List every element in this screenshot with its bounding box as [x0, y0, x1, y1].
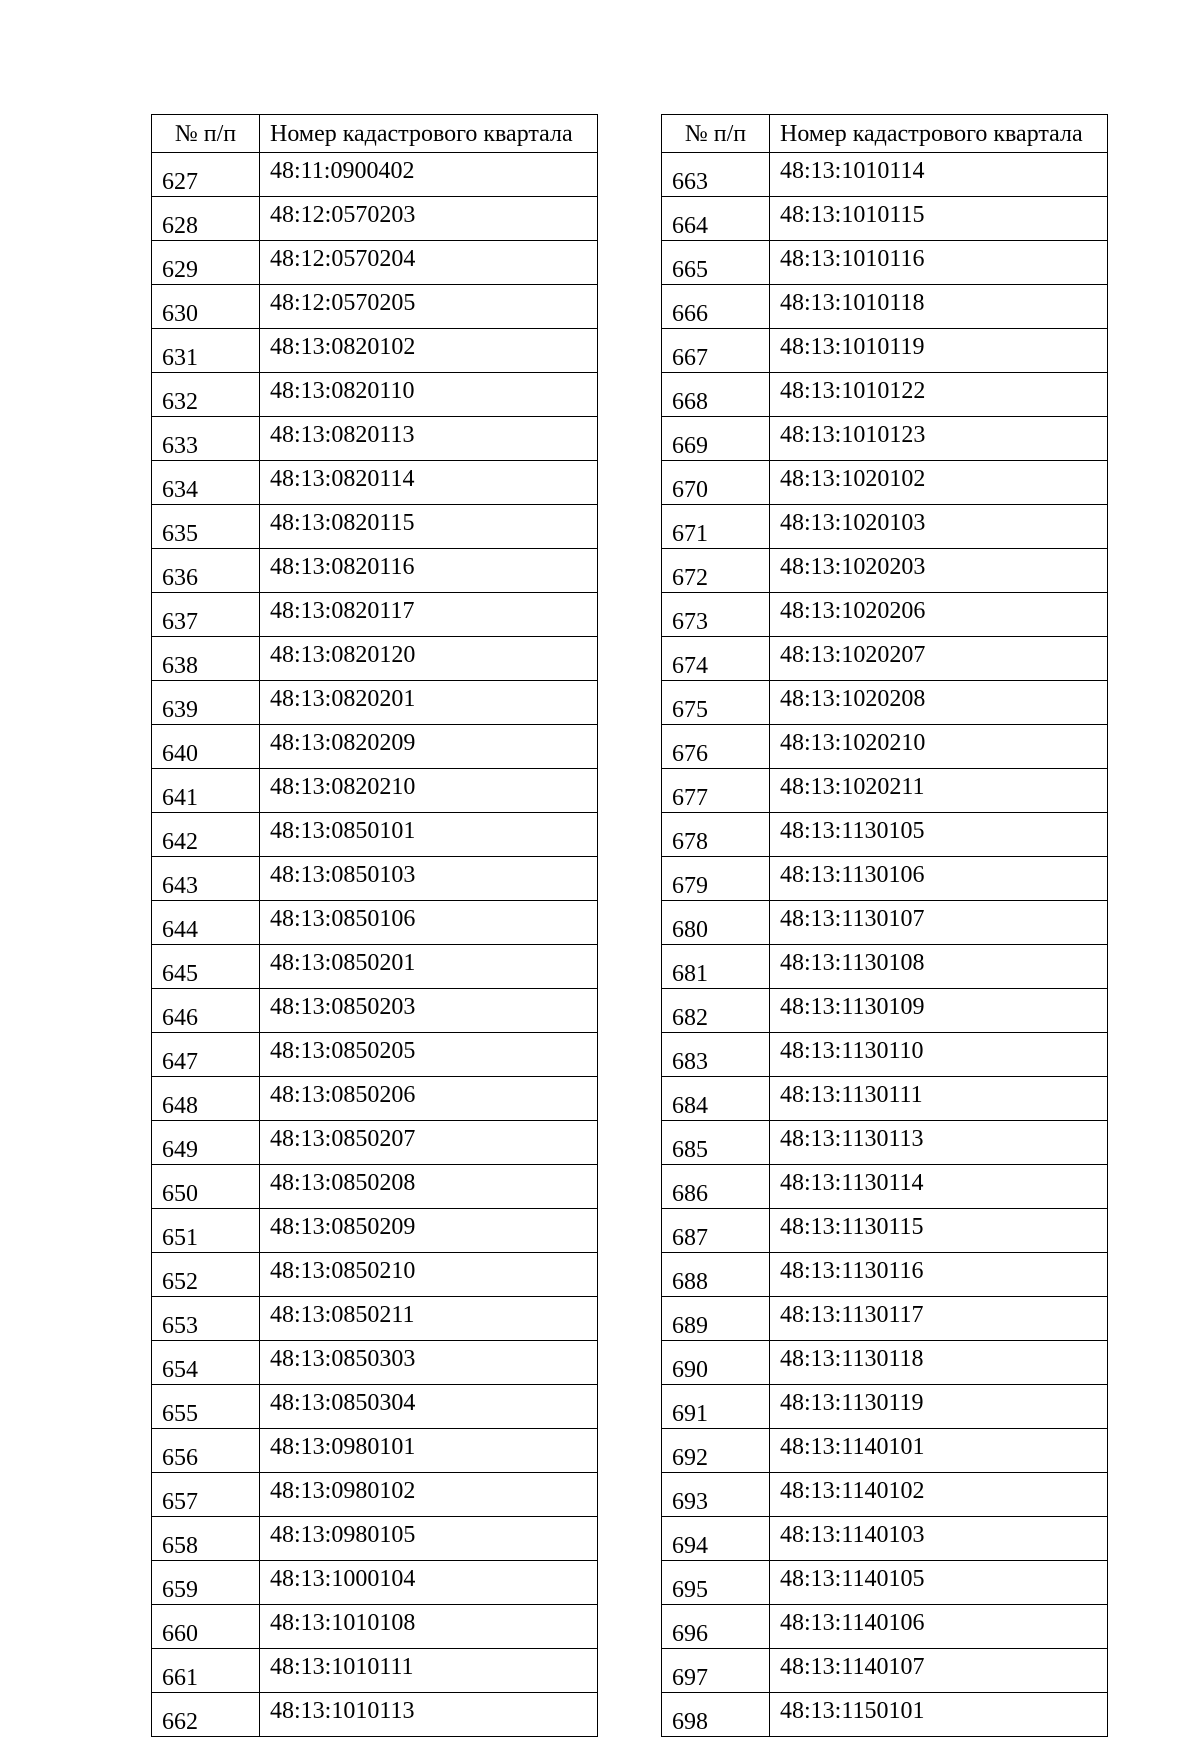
cadastral-quarter-number: 48:13:1140102 [770, 1473, 1108, 1517]
table-row [662, 637, 1108, 681]
row-number: 672 [662, 549, 770, 593]
cadastral-quarter-number: 48:13:0850203 [260, 989, 598, 1033]
row-number: 630 [152, 285, 260, 329]
header-number: № п/п [662, 115, 770, 153]
cadastral-quarter-number: 48:13:0850211 [260, 1297, 598, 1341]
table-row [662, 285, 1108, 329]
cadastral-quarter-number: 48:13:1130110 [770, 1033, 1108, 1077]
table-row [152, 373, 598, 417]
cadastral-quarter-number: 48:13:0820117 [260, 593, 598, 637]
table-row [662, 1077, 1108, 1121]
cadastral-quarter-number: 48:13:1010115 [770, 197, 1108, 241]
row-number: 683 [662, 1033, 770, 1077]
cadastral-quarter-number: 48:13:1130118 [770, 1341, 1108, 1385]
cadastral-quarter-number: 48:13:0820113 [260, 417, 598, 461]
table-header-row [152, 115, 598, 153]
table-row [152, 901, 598, 945]
row-number: 646 [152, 989, 260, 1033]
cadastral-quarter-number: 48:13:0820120 [260, 637, 598, 681]
table-row [152, 945, 598, 989]
row-number: 637 [152, 593, 260, 637]
table-row [152, 1121, 598, 1165]
table-row [152, 1517, 598, 1561]
row-number: 698 [662, 1693, 770, 1737]
table-row [662, 1121, 1108, 1165]
row-number: 628 [152, 197, 260, 241]
table-row [662, 725, 1108, 769]
cadastral-quarter-number: 48:13:1020103 [770, 505, 1108, 549]
cadastral-quarter-number: 48:13:1010114 [770, 153, 1108, 197]
row-number: 674 [662, 637, 770, 681]
cadastral-quarter-number: 48:13:0980102 [260, 1473, 598, 1517]
row-number: 631 [152, 329, 260, 373]
row-number: 686 [662, 1165, 770, 1209]
header-cadastral-quarter: Номер кадастрового квартала [770, 115, 1108, 153]
cadastral-quarter-number: 48:13:1140105 [770, 1561, 1108, 1605]
cadastral-table-right [661, 114, 1108, 1737]
table-row [662, 1297, 1108, 1341]
table-row [662, 1649, 1108, 1693]
row-number: 695 [662, 1561, 770, 1605]
cadastral-quarter-number: 48:13:0820102 [260, 329, 598, 373]
cadastral-quarter-number: 48:13:1140103 [770, 1517, 1108, 1561]
row-number: 642 [152, 813, 260, 857]
cadastral-quarter-number: 48:13:0850101 [260, 813, 598, 857]
row-number: 681 [662, 945, 770, 989]
table-row [152, 241, 598, 285]
cadastral-quarter-number: 48:13:0820115 [260, 505, 598, 549]
cadastral-quarter-number: 48:13:1150101 [770, 1693, 1108, 1737]
cadastral-quarter-number: 48:13:0850106 [260, 901, 598, 945]
row-number: 697 [662, 1649, 770, 1693]
row-number: 680 [662, 901, 770, 945]
table-row [152, 989, 598, 1033]
cadastral-quarter-number: 48:13:1140101 [770, 1429, 1108, 1473]
cadastral-quarter-number: 48:13:1010116 [770, 241, 1108, 285]
row-number: 662 [152, 1693, 260, 1737]
cadastral-quarter-number: 48:13:1130113 [770, 1121, 1108, 1165]
cadastral-quarter-number: 48:13:0850210 [260, 1253, 598, 1297]
row-number: 667 [662, 329, 770, 373]
cadastral-quarter-number: 48:13:1010119 [770, 329, 1108, 373]
cadastral-quarter-number: 48:13:1130106 [770, 857, 1108, 901]
table-row [152, 813, 598, 857]
row-number: 693 [662, 1473, 770, 1517]
table-row [152, 329, 598, 373]
table-row [152, 461, 598, 505]
cadastral-quarter-number: 48:13:0850201 [260, 945, 598, 989]
row-number: 666 [662, 285, 770, 329]
row-number: 679 [662, 857, 770, 901]
row-number: 675 [662, 681, 770, 725]
table-row [152, 1165, 598, 1209]
cadastral-quarter-number: 48:13:0850206 [260, 1077, 598, 1121]
cadastral-quarter-number: 48:13:0820116 [260, 549, 598, 593]
table-row [662, 505, 1108, 549]
row-number: 664 [662, 197, 770, 241]
row-number: 691 [662, 1385, 770, 1429]
cadastral-quarter-number: 48:13:1020210 [770, 725, 1108, 769]
table-row [662, 769, 1108, 813]
cadastral-quarter-number: 48:13:1010111 [260, 1649, 598, 1693]
cadastral-quarter-number: 48:12:0570203 [260, 197, 598, 241]
row-number: 657 [152, 1473, 260, 1517]
row-number: 652 [152, 1253, 260, 1297]
row-number: 638 [152, 637, 260, 681]
cadastral-quarter-number: 48:13:0820110 [260, 373, 598, 417]
table-row [662, 197, 1108, 241]
cadastral-quarter-number: 48:13:0850303 [260, 1341, 598, 1385]
cadastral-quarter-number: 48:13:0980101 [260, 1429, 598, 1473]
table-row [152, 1473, 598, 1517]
cadastral-quarter-number: 48:13:1130109 [770, 989, 1108, 1033]
table-row [152, 197, 598, 241]
table-row [662, 241, 1108, 285]
cadastral-quarter-number: 48:12:0570204 [260, 241, 598, 285]
table-row [152, 681, 598, 725]
table-row [662, 329, 1108, 373]
row-number: 651 [152, 1209, 260, 1253]
table-row [662, 1033, 1108, 1077]
row-number: 656 [152, 1429, 260, 1473]
cadastral-quarter-number: 48:11:0900402 [260, 153, 598, 197]
table-row [152, 1209, 598, 1253]
table-row [662, 1165, 1108, 1209]
row-number: 670 [662, 461, 770, 505]
table-row [662, 549, 1108, 593]
table-row [152, 1033, 598, 1077]
table-row [662, 901, 1108, 945]
cadastral-quarter-number: 48:13:1010123 [770, 417, 1108, 461]
table-row [662, 1341, 1108, 1385]
row-number: 685 [662, 1121, 770, 1165]
row-number: 690 [662, 1341, 770, 1385]
cadastral-quarter-number: 48:13:1000104 [260, 1561, 598, 1605]
row-number: 633 [152, 417, 260, 461]
table-row [662, 461, 1108, 505]
cadastral-quarter-number: 48:13:1020102 [770, 461, 1108, 505]
cadastral-quarter-number: 48:13:1130111 [770, 1077, 1108, 1121]
cadastral-quarter-number: 48:13:0850208 [260, 1165, 598, 1209]
cadastral-quarter-number: 48:13:1020206 [770, 593, 1108, 637]
cadastral-quarter-number: 48:13:0820201 [260, 681, 598, 725]
row-number: 632 [152, 373, 260, 417]
table-row [662, 945, 1108, 989]
cadastral-quarter-number: 48:13:0820209 [260, 725, 598, 769]
row-number: 636 [152, 549, 260, 593]
row-number: 647 [152, 1033, 260, 1077]
row-number: 677 [662, 769, 770, 813]
table-row [152, 1605, 598, 1649]
cadastral-quarter-number: 48:13:1020207 [770, 637, 1108, 681]
row-number: 661 [152, 1649, 260, 1693]
cadastral-quarter-number: 48:13:0980105 [260, 1517, 598, 1561]
table-row [152, 285, 598, 329]
table-body [662, 153, 1108, 1737]
row-number: 649 [152, 1121, 260, 1165]
row-number: 689 [662, 1297, 770, 1341]
table-row [152, 769, 598, 813]
cadastral-quarter-number: 48:13:1130115 [770, 1209, 1108, 1253]
table-row [152, 1341, 598, 1385]
row-number: 653 [152, 1297, 260, 1341]
table-row [662, 1385, 1108, 1429]
cadastral-quarter-number: 48:13:1010122 [770, 373, 1108, 417]
cadastral-quarter-number: 48:13:1010118 [770, 285, 1108, 329]
table-row [152, 1649, 598, 1693]
cadastral-quarter-number: 48:13:1130105 [770, 813, 1108, 857]
cadastral-quarter-number: 48:12:0570205 [260, 285, 598, 329]
table-row [662, 1209, 1108, 1253]
table-row [152, 1385, 598, 1429]
header-number: № п/п [152, 115, 260, 153]
table-row [662, 857, 1108, 901]
table-row [152, 505, 598, 549]
table-row [152, 1297, 598, 1341]
table-row [662, 1253, 1108, 1297]
cadastral-quarter-number: 48:13:1010113 [260, 1693, 598, 1737]
table-row [662, 593, 1108, 637]
table-header-row [662, 115, 1108, 153]
table-row [662, 1517, 1108, 1561]
header-cadastral-quarter: Номер кадастрового квартала [260, 115, 598, 153]
row-number: 648 [152, 1077, 260, 1121]
table-row [662, 153, 1108, 197]
table-body [152, 153, 598, 1737]
row-number: 645 [152, 945, 260, 989]
row-number: 639 [152, 681, 260, 725]
cadastral-quarter-number: 48:13:0850304 [260, 1385, 598, 1429]
table-row [152, 549, 598, 593]
table-row [662, 417, 1108, 461]
table-row [152, 1693, 598, 1737]
cadastral-quarter-number: 48:13:1130114 [770, 1165, 1108, 1209]
table-row [152, 1429, 598, 1473]
table-row [152, 593, 598, 637]
cadastral-quarter-number: 48:13:0850207 [260, 1121, 598, 1165]
cadastral-quarter-number: 48:13:0820210 [260, 769, 598, 813]
row-number: 654 [152, 1341, 260, 1385]
row-number: 694 [662, 1517, 770, 1561]
table-row [662, 1605, 1108, 1649]
row-number: 629 [152, 241, 260, 285]
table-row [662, 813, 1108, 857]
row-number: 641 [152, 769, 260, 813]
row-number: 634 [152, 461, 260, 505]
cadastral-quarter-number: 48:13:0850205 [260, 1033, 598, 1077]
row-number: 640 [152, 725, 260, 769]
row-number: 644 [152, 901, 260, 945]
cadastral-quarter-number: 48:13:1020211 [770, 769, 1108, 813]
row-number: 658 [152, 1517, 260, 1561]
table-row [152, 637, 598, 681]
row-number: 678 [662, 813, 770, 857]
row-number: 627 [152, 153, 260, 197]
table-row [662, 1561, 1108, 1605]
table-row [152, 1253, 598, 1297]
row-number: 650 [152, 1165, 260, 1209]
table-row [152, 725, 598, 769]
cadastral-quarter-number: 48:13:1130117 [770, 1297, 1108, 1341]
row-number: 660 [152, 1605, 260, 1649]
table-row [662, 1693, 1108, 1737]
cadastral-quarter-number: 48:13:1130116 [770, 1253, 1108, 1297]
row-number: 676 [662, 725, 770, 769]
row-number: 668 [662, 373, 770, 417]
row-number: 682 [662, 989, 770, 1033]
row-number: 687 [662, 1209, 770, 1253]
cadastral-quarter-number: 48:13:0850103 [260, 857, 598, 901]
table-row [152, 1561, 598, 1605]
table-row [662, 373, 1108, 417]
row-number: 671 [662, 505, 770, 549]
row-number: 684 [662, 1077, 770, 1121]
table-row [152, 857, 598, 901]
table-row [662, 989, 1108, 1033]
row-number: 669 [662, 417, 770, 461]
row-number: 635 [152, 505, 260, 549]
row-number: 663 [662, 153, 770, 197]
cadastral-table-left [151, 114, 598, 1737]
cadastral-quarter-number: 48:13:0850209 [260, 1209, 598, 1253]
row-number: 692 [662, 1429, 770, 1473]
cadastral-quarter-number: 48:13:1140107 [770, 1649, 1108, 1693]
table-row [152, 417, 598, 461]
cadastral-quarter-number: 48:13:1130107 [770, 901, 1108, 945]
row-number: 688 [662, 1253, 770, 1297]
cadastral-quarter-number: 48:13:0820114 [260, 461, 598, 505]
table-row [662, 681, 1108, 725]
cadastral-quarter-number: 48:13:1020208 [770, 681, 1108, 725]
row-number: 659 [152, 1561, 260, 1605]
cadastral-quarter-number: 48:13:1010108 [260, 1605, 598, 1649]
row-number: 643 [152, 857, 260, 901]
row-number: 655 [152, 1385, 260, 1429]
table-row [152, 153, 598, 197]
row-number: 696 [662, 1605, 770, 1649]
row-number: 665 [662, 241, 770, 285]
cadastral-quarter-number: 48:13:1020203 [770, 549, 1108, 593]
cadastral-quarter-number: 48:13:1130108 [770, 945, 1108, 989]
table-row [662, 1429, 1108, 1473]
cadastral-quarter-number: 48:13:1130119 [770, 1385, 1108, 1429]
row-number: 673 [662, 593, 770, 637]
table-row [152, 1077, 598, 1121]
cadastral-quarter-number: 48:13:1140106 [770, 1605, 1108, 1649]
table-row [662, 1473, 1108, 1517]
